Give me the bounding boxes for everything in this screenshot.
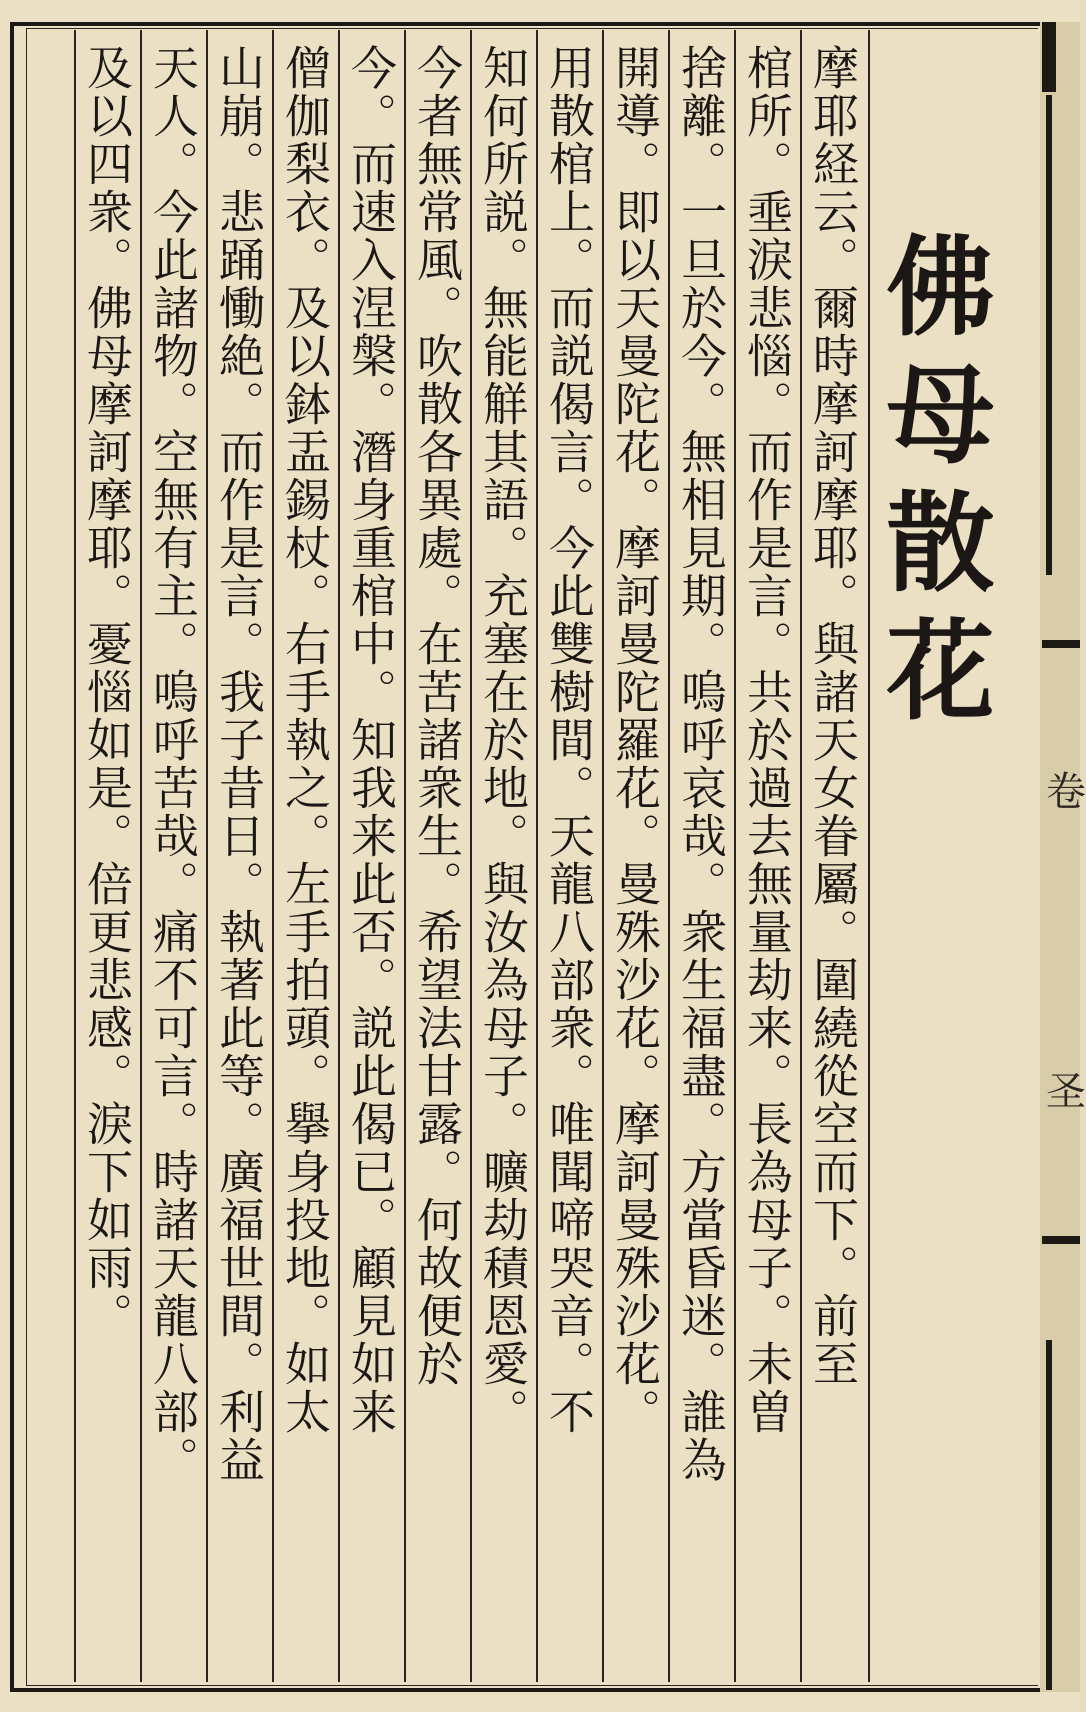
text-column-5 [542, 44, 600, 1684]
text-column-1 [806, 44, 864, 1684]
text-column-text: 摩耶経云。爾時摩訶摩耶。與諸天女眷屬。圍繞從空而下。前至 [806, 44, 860, 1388]
spine-mark-top [1042, 22, 1056, 92]
page-title-text: 佛母散花 [868, 230, 994, 742]
edge-mark-2: 圣 [1046, 1069, 1086, 1115]
text-column-6 [476, 44, 534, 1684]
text-column-11 [146, 44, 204, 1684]
text-column-text: 棺所。埀淚悲惱。而作是言。共於過去無量劫来。長為母子。未曽 [740, 44, 794, 1436]
edge-mark-1: 卷 [1046, 769, 1086, 815]
text-column-text: 今。而速入涅槃。潛身重棺中。知我来此否。説此偈已。顧見如来 [344, 44, 398, 1436]
text-column-12 [80, 44, 138, 1684]
spine-mark-line-bottom [1046, 1340, 1052, 1690]
text-column-text: 天人。今此諸物。空無有主。嗚呼苦哉。痛不可言。時諸天龍八部。 [146, 44, 200, 1484]
text-column-text: 及以四衆。佛母摩訶摩耶。憂惱如是。倍更悲感。淚下如雨。 [80, 44, 134, 1340]
spine-mark-line [1046, 95, 1052, 575]
text-column-7 [410, 44, 468, 1684]
text-column-4 [608, 44, 666, 1684]
text-column-8 [344, 44, 402, 1684]
spine-mark-rule-2 [1042, 1236, 1080, 1244]
text-column-text: 開導。即以天曼陀花。摩訶曼陀羅花。曼殊沙花。摩訶曼殊沙花。 [608, 44, 662, 1436]
text-column-text: 知何所説。無能觧其語。充塞在於地。與汝為母子。曠劫積恩愛。 [476, 44, 530, 1436]
text-column-10 [212, 44, 270, 1684]
text-column-text: 用散棺上。而説偈言。今此雙樹間。天龍八部衆。唯聞啼哭音。不 [542, 44, 596, 1436]
text-column-text: 今者無常風。吹散各異處。在苦諸衆生。希望法甘露。何故便於 [410, 44, 464, 1388]
spine-mark-rule-1 [1042, 640, 1080, 648]
page-title [868, 230, 994, 742]
text-column-9 [278, 44, 336, 1684]
text-column-text: 山崩。悲踊慟絶。而作是言。我子昔日。執著此等。廣福世間。利益 [212, 44, 266, 1484]
text-column-2 [740, 44, 798, 1684]
text-column-text: 捨離。一旦於今。無相見期。嗚呼哀哉。衆生福盡。方當昏迷。誰為 [674, 44, 728, 1484]
text-column-text: 僧伽梨衣。及以鉢盂錫杖。右手執之。左手拍頭。擧身投地。如太 [278, 44, 332, 1436]
text-column-3 [674, 44, 732, 1684]
